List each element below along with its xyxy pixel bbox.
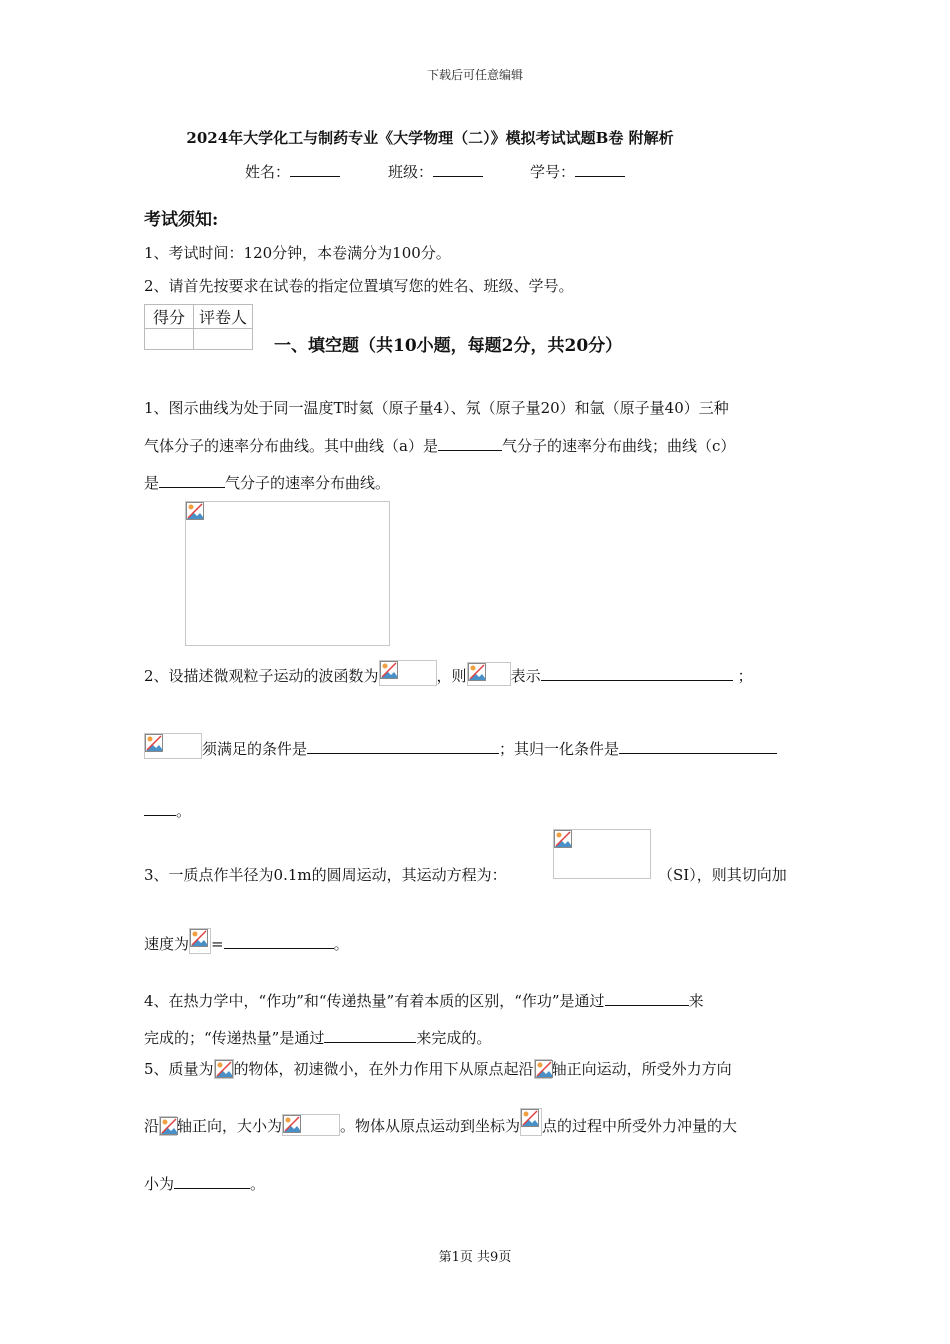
q2-text: ；: [737, 667, 753, 685]
q2-line1: [144, 660, 753, 690]
q4-blank-work[interactable]: [605, 991, 689, 1006]
id-blank[interactable]: [575, 162, 625, 177]
broken-image-icon: [190, 929, 208, 947]
q5-line3: [144, 1173, 265, 1194]
q2-blank-normalization-cont[interactable]: [144, 801, 176, 816]
q3-text: 速度为: [144, 935, 190, 953]
broken-image-icon: [554, 830, 572, 848]
broken-image-icon: [521, 1109, 539, 1127]
probability-formula-image: [467, 662, 511, 686]
q2-blank-meaning[interactable]: [541, 666, 733, 681]
q4-text: 来: [688, 992, 704, 1010]
wavefunction-formula-image: [379, 660, 437, 686]
notice-item: 1、考试时间：120分钟，本卷满分为100分。: [144, 244, 451, 262]
q1-text: 气分子的速率分布曲线。: [225, 474, 391, 492]
score-header: 得分: [145, 305, 194, 329]
force-formula-image: [282, 1114, 340, 1136]
mass-symbol-image: [214, 1059, 234, 1079]
notice-heading: 考试须知:: [144, 210, 219, 230]
q5-text: 点的过程中所受外力冲量的大: [542, 1117, 738, 1135]
score-cell[interactable]: [145, 329, 194, 350]
q3-text: 。: [333, 935, 349, 953]
q2-text: ；其归一化条件是: [499, 740, 620, 758]
q5-text: 轴正向运动，所受外力方向: [551, 1060, 732, 1078]
x-axis-symbol-image: [534, 1059, 552, 1079]
class-label: 班级：: [388, 163, 434, 181]
wavefunction-formula-image: [144, 733, 202, 759]
q4-line2: [144, 1027, 491, 1048]
broken-image-icon: [468, 663, 486, 681]
q3-blank[interactable]: [224, 934, 334, 949]
q5-line1: [144, 1058, 732, 1086]
broken-image-icon: [160, 1117, 178, 1135]
q5-text: 沿: [144, 1117, 160, 1135]
q4-text: 4、在热力学中，“作功”和“传递热量”有着本质的区别，“作功”是通过: [144, 992, 605, 1010]
tangential-acceleration-symbol-image: [189, 928, 211, 954]
header-note: 下载后可任意编辑: [426, 68, 523, 82]
motion-equation-image: [553, 829, 651, 879]
broken-image-icon: [145, 734, 163, 752]
q5-text: 的物体，初速微小，在外力作用下从原点起沿: [233, 1060, 534, 1078]
q5-blank[interactable]: [174, 1174, 250, 1189]
q2-text: 须满足的条件是: [202, 740, 308, 758]
score-table: [144, 304, 253, 350]
name-label: 姓名：: [245, 163, 291, 181]
id-label: 学号：: [530, 163, 576, 181]
x-axis-symbol-image: [159, 1116, 177, 1136]
q1-line1: 1、图示曲线为处于同一温度T时氦（原子量4）、氖（原子量20）和氩（原子量40）三种: [144, 399, 729, 417]
name-field: [245, 161, 340, 182]
speed-distribution-figure: [185, 501, 390, 646]
q2-text: 2、设描述微观粒子运动的波函数为: [144, 667, 379, 685]
q1-text: 是: [144, 474, 160, 492]
broken-image-icon: [215, 1060, 233, 1078]
section-heading: 一、填空题（共10小题，每题2分，共20分）: [274, 336, 623, 356]
q4-blank-heat[interactable]: [324, 1028, 416, 1043]
q5-text: 。物体从原点运动到坐标为: [340, 1117, 521, 1135]
q3-line1a: 3、一质点作半径为0.1m的圆周运动，其运动方程为：: [144, 866, 507, 884]
notice-item: 2、请首先按要求在试卷的指定位置填写您的姓名、班级、学号。: [144, 277, 574, 295]
q1-line3: [144, 472, 390, 493]
q4-line1: [144, 990, 704, 1011]
q2-text: 。: [176, 802, 192, 820]
q2-blank-condition[interactable]: [307, 739, 499, 754]
name-blank[interactable]: [290, 162, 340, 177]
q2-blank-normalization[interactable]: [619, 739, 777, 754]
q1-blank-a[interactable]: [438, 436, 502, 451]
broken-image-icon: [283, 1115, 301, 1133]
grader-cell[interactable]: [194, 329, 253, 350]
q5-text: 轴正向，大小为: [177, 1117, 283, 1135]
q2-text: ，则: [436, 667, 467, 685]
q5-line2: [144, 1108, 737, 1138]
q5-text: 小为: [144, 1175, 175, 1193]
q2-text: 表示: [510, 667, 541, 685]
id-field: [530, 161, 625, 182]
coordinate-symbol-image: [520, 1108, 542, 1136]
broken-image-icon: [380, 661, 398, 679]
q3-line1b: （SI），则其切向加: [658, 866, 787, 884]
q3-line2: [144, 928, 349, 958]
q4-text: 完成的；“传递热量”是通过: [144, 1029, 325, 1047]
q1-blank-c[interactable]: [159, 473, 225, 488]
q1-line2: [144, 435, 735, 456]
q1-text: 气体分子的速率分布曲线。其中曲线（a）是: [144, 437, 438, 455]
exam-title: 2024年大学化工与制药专业《大学物理（二）》模拟考试试题B卷 附解析: [186, 129, 674, 147]
class-field: [388, 161, 483, 182]
q2-line2: [144, 733, 777, 763]
q2-line3: [144, 800, 191, 821]
broken-image-icon: [186, 502, 204, 520]
q4-text: 来完成的。: [416, 1029, 492, 1047]
q1-text: 气分子的速率分布曲线；曲线（c）: [501, 437, 736, 455]
q5-text: 。: [250, 1175, 266, 1193]
q5-text: 5、质量为: [144, 1060, 214, 1078]
page-footer: 第1页 共9页: [438, 1250, 512, 1265]
class-blank[interactable]: [433, 162, 483, 177]
q3-text: =: [211, 935, 224, 953]
grader-header: 评卷人: [194, 305, 253, 329]
broken-image-icon: [535, 1060, 553, 1078]
